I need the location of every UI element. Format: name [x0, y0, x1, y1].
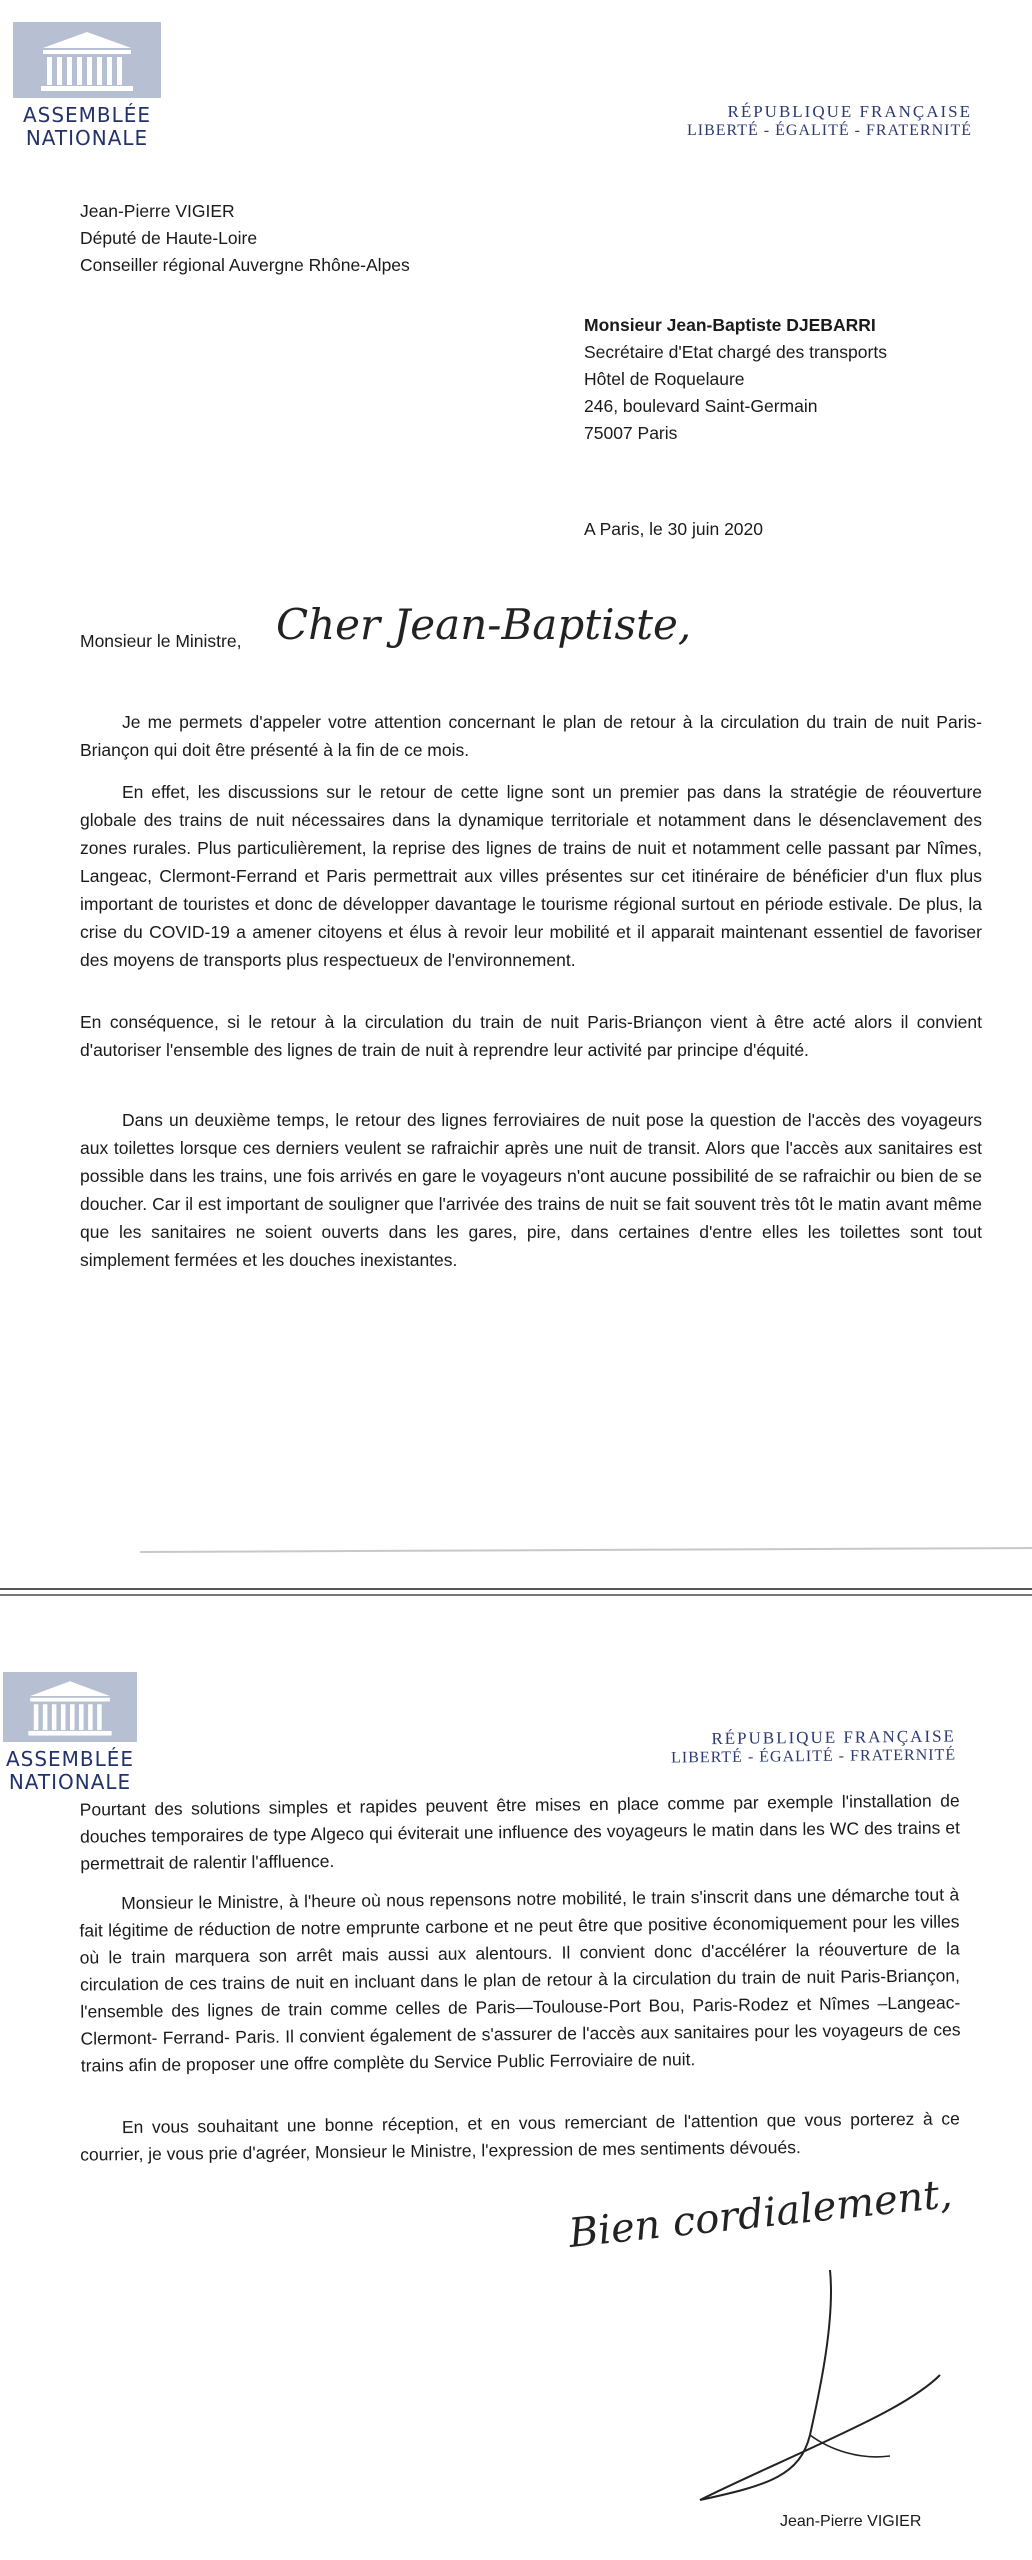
- logo-line-1: ASSEMBLÉE: [22, 103, 152, 127]
- recipient-street: 246, boulevard Saint-Germain: [584, 396, 818, 416]
- letter-page-2: [0, 1600, 1032, 2560]
- recipient-building: Hôtel de Roquelaure: [584, 369, 745, 389]
- republic-header-2: [671, 1727, 956, 1768]
- republic-motto: LIBERTÉ - ÉGALITÉ - FRATERNITÉ: [687, 122, 972, 139]
- building-emblem-icon-2: [3, 1672, 137, 1742]
- letter-date: A Paris, le 30 juin 2020: [584, 519, 764, 539]
- paragraph-1: Je me permets d'appeler votre attention concernant le plan de retour à la circulation du train de nuit Paris-Briançon qui doit être présenté à la fin de ce mois.: [80, 712, 982, 760]
- salutation: Monsieur le Ministre,: [80, 631, 242, 651]
- republic-header: [687, 102, 972, 140]
- recipient-city: 75007 Paris: [584, 423, 678, 443]
- sender-block: [80, 198, 410, 279]
- page-separator: [0, 1586, 1032, 1600]
- paragraph-7: En vous souhaitant une bonne réception, et en vous remerciant de l'attention que vous porterez à ce courrier, je vous prie d'agréer, Monsieur le Ministre, l'expression de mes sentiments dévoués.: [80, 2108, 960, 2165]
- assemblee-logo: [12, 22, 162, 150]
- republic-title-2: RÉPUBLIQUE FRANÇAISE: [711, 1726, 956, 1749]
- sender-name: Jean-Pierre VIGIER: [80, 201, 235, 221]
- recipient-name: Monsieur Jean-Baptiste DJEBARRI: [584, 315, 876, 335]
- recipient-title: Secrétaire d'Etat chargé des transports: [584, 342, 887, 362]
- paragraph-6: Monsieur le Ministre, à l'heure où nous repensons notre mobilité, le train s'inscrit dans une démarche tout à fait légitime de réduction de notre emprunte carbone et ne peut être que positive économiquement pour les villes où le train marquera son arrêt mais aussi aux alentours. Il convient donc d'accélérer la réouverture de la circulation de ces trains de nuit en incluant dans le plan de retour à la circulation du train de nuit Paris-Briançon, l'ensemble des lignes de train comme celles de Paris—Toulouse-Port Bou, Paris-Rodez et Nîmes –Langeac-Clermont- Ferrand- Paris. Il convient également de s'assurer de l'accès aux sanitaires pour les voyageurs de ces trains afin de proposer une offre complète du Service Public Ferroviaire de nuit.: [79, 1884, 961, 2076]
- paragraph-2: En effet, les discussions sur le retour de cette ligne sont un premier pas dans la stratégie de réouverture globale des trains de nuit nécessaires dans la dynamique territoriale et notamment dans le désenclavement des zones rurales. Plus particulièrement, la reprise des lignes de trains de nuit et notamment celle passant par Nîmes, Langeac, Clermont-Ferrand et Paris permettrait aux villes présentes sur cet itinéraire de bénéficier d'un flux plus important de touristes et donc de développer davantage le tourisme régional surtout en période estivale. De plus, la crise du COVID-19 a amener citoyens et élus à revoir leur mobilité et il apparait maintenant essentiel de favoriser des moyens de transports plus respectueux de l'environnement.: [80, 782, 982, 970]
- sender-role: Député de Haute-Loire: [80, 228, 258, 248]
- building-emblem-icon: [13, 22, 161, 98]
- sender-role-2: Conseiller régional Auvergne Rhône-Alpes: [80, 255, 410, 275]
- signature-icon: [660, 2260, 960, 2520]
- logo-line-2: NATIONALE: [25, 126, 149, 150]
- logo-line-1-p2: ASSEMBLÉE: [5, 1747, 135, 1771]
- recipient-block: [584, 312, 887, 447]
- paragraph-4: Dans un deuxième temps, le retour des lignes ferroviaires de nuit pose la question de l'accès des voyageurs aux toilettes lorsque ces derniers veulent se rafraichir après une nuit de transit. Alors que l'accès aux sanitaires est possible dans les trains, une fois arrivés en gare le voyageurs n'ont aucune possibilité de se rafraichir ou bien de se doucher. Car il est important de souligner que l'arrivée des trains de nuit se fait souvent très tôt le matin avant même que les sanitaires ne soient ouverts dans les gares, pire, dans certaines d'entre elles les toilettes sont tout simplement fermées et les douches inexistantes.: [80, 1110, 982, 1270]
- assemblee-logo-2: [0, 1672, 140, 1794]
- logo-line-2-p2: NATIONALE: [8, 1770, 132, 1794]
- handwritten-salutation: Cher Jean-Baptiste,: [276, 600, 692, 649]
- paragraph-3: En conséquence, si le retour à la circulation du train de nuit Paris-Briançon vient à être acté alors il convient d'autoriser l'ensemble des lignes de train de nuit à reprendre leur activité par principe d'équité.: [80, 1012, 982, 1060]
- signature-name: Jean-Pierre VIGIER: [780, 2513, 922, 2530]
- handwritten-closing: Bien cordialement,: [566, 2171, 955, 2257]
- scan-edge-line: [0, 1540, 1032, 1560]
- republic-motto-2: LIBERTÉ - ÉGALITÉ - FRATERNITÉ: [671, 1746, 957, 1767]
- republic-title: RÉPUBLIQUE FRANÇAISE: [727, 102, 972, 121]
- paragraph-5: Pourtant des solutions simples et rapides peuvent être mises en place comme par exemple l'installation de douches temporaires de type Algeco qui éviterait une influence des voyageurs le matin dans les WC des trains et permettrait de ralentir l'affluence.: [79, 1790, 961, 1874]
